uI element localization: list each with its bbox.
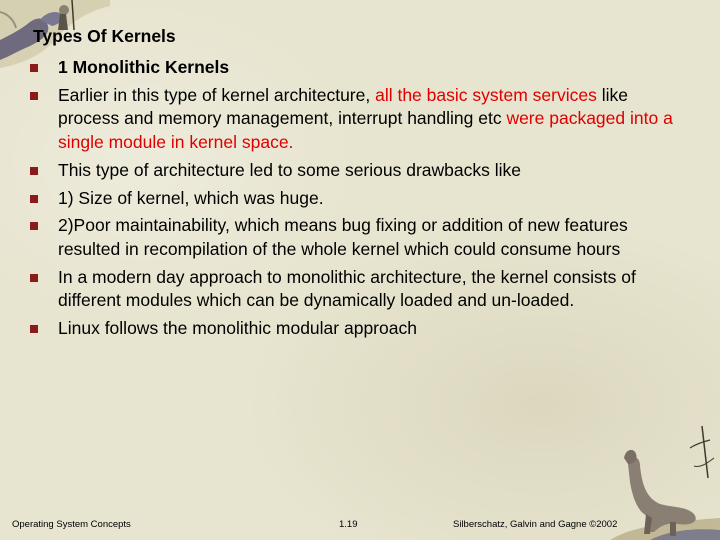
- bullet-item: [30, 266, 690, 313]
- bullet-text: This type of architecture led to some serious drawbacks like: [58, 159, 521, 180]
- bullet-text: 1) Size of kernel, which was huge.: [58, 187, 324, 208]
- bullet-marker-icon: [30, 274, 38, 282]
- slide-title: Types Of Kernels: [33, 26, 176, 46]
- bullet-item: [30, 214, 690, 261]
- bullet-text: In a modern day approach to monolithic architecture, the kernel consists of different modules which can be dynamically loaded and un-loaded.: [58, 266, 636, 311]
- highlighted-text: were packaged into a single module in kernel space.: [58, 108, 673, 153]
- bullet-text: like process and memory management, interrupt handling etc: [58, 84, 628, 129]
- bullet-item: [30, 56, 690, 80]
- bullet-item: [30, 317, 690, 341]
- bullet-list: [30, 56, 690, 345]
- footer-book-title: Operating System Concepts: [12, 519, 131, 530]
- bullet-text: 2)Poor maintainability, which means bug fixing or addition of new features resulted in recompilation of the whole kernel which could consume hours: [58, 215, 628, 259]
- footer-authors: Silberschatz, Galvin and Gagne ©2002: [453, 519, 618, 530]
- bullet-text: 1 Monolithic Kernels: [58, 57, 230, 77]
- bullet-marker-icon: [30, 325, 38, 333]
- footer-page-number: 1.19: [339, 519, 358, 530]
- bullet-marker-icon: [30, 167, 38, 175]
- bullet-marker-icon: [30, 64, 38, 72]
- bullet-item: [30, 159, 690, 183]
- highlighted-text: all the basic system services: [375, 84, 597, 105]
- bullet-text: Linux follows the monolithic modular approach: [58, 318, 417, 339]
- bullet-marker-icon: [30, 222, 38, 230]
- bullet-marker-icon: [30, 92, 38, 100]
- bullet-text: Earlier in this type of kernel architecture,: [58, 84, 376, 105]
- bullet-marker-icon: [30, 195, 38, 203]
- bullet-item: [30, 84, 690, 155]
- bullet-item: [30, 187, 690, 211]
